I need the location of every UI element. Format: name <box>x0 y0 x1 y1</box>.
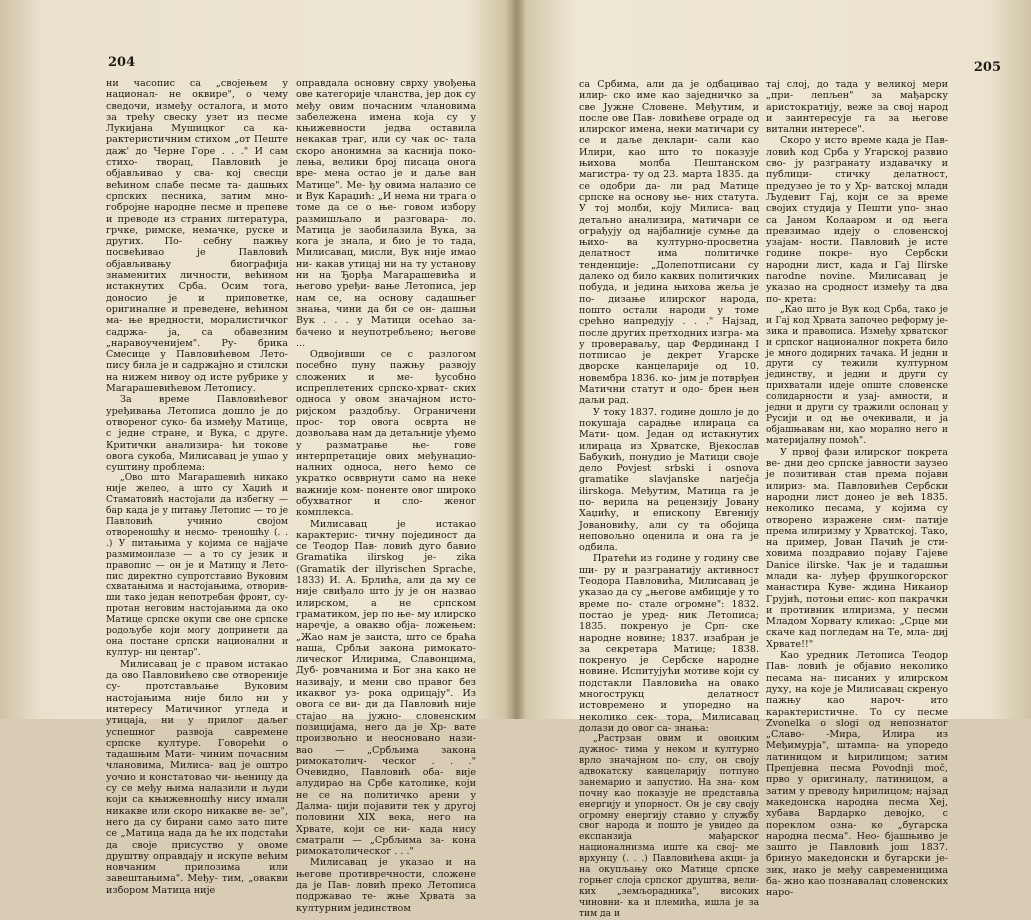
left-page <box>0 0 515 914</box>
paragraph: Милисавац је указао и на његове противречности, сложене да је Пав- ловић преко Летописа подржавао те- жње Хрвата за културним јединством <box>296 857 476 914</box>
paragraph: У првој фази илирског покрета ве- дни део српске јавности заузео је позитиван став према појави илириз- ма. Павловићев Сербски народни лист донео је већ 1835. неколико песама, у којима су отворено изражене сим- патије према илиризму у Хрватској. Тако, на пример, Јован Пачић је сти- ховима поздравио појаву Гајеве Danice ilirske. Чак је и тадашњи млади ка- луђер фрушкогорског манастира Куве- ждина Никанор Грујић, потоњи епис- коп пакрачки и противник илиризма, у песми Младом Хорвату кликао: „Срце ми скаче кад погледам на Те, мла- диј Хрвате!!" <box>766 446 948 650</box>
right-column-2 <box>766 79 948 899</box>
paragraph: Милисавац је истакао карактерис- тичну појединост да се Теодор Пав- ловић дуго бавио Gramatika ilirskog je- zika (Gramatik der illyrischen Sprache, 1833) И. А. Брлића, али да му се није свиђало што ју је он назвао илирском, а не српском граматиком, јер по ње- му илирско наречје, а овакво обја- ложењем: „Жао нам је заиста, што се браћа наша, Србљи закона римокато- лическог Илирима, Славонцима, Дуб- ровчанима и Бог зна како не називају, и мени сво правог без икаквог уз- рока одрицају". Из овога се ви- ди да Павловић није стајао на јужно- словенским позицијама, него да је Хр- вате произвољно и неосновано нази- вао — „Србљима закона римокатолич- ческог . . ." Очевидно, Павловић оба- виje алудирао на Србе католике, који не се на политичко арени у Далма- цији појавити тек у другој половини XIX века, него на Хрвате, који се ни- када нису сматрали — „Србљима за- кона римокатолическог . . ." <box>296 518 476 858</box>
quote-paragraph: „Као што је Вук код Срба, тако је и Гај код Хрвата започео реформу је- зика и правописа. Између хрватског и српског националног покрета било је много додирних тачака. И једни и други су тежили културном јединству, и једни и други су прихватали идеје опште словенске солидарности и узај- амности, и једни и други су тражили ослонац у Русији и од ње очекивали, и ја објашњавам ни, као морално него и материјалну помоћ". <box>766 304 948 446</box>
paragraph: ни часопис са „својењем у национал- не оквире", о чему сведочи, између осталога, и мото за трећу свеску узет из песме Лукијана Мушицког са ка- рактеристичним стихом „от Пеште даж' до Черне Горе . . ." И сам стихо- творац, Павловић је објављивао у сва- кој свесци већином слабе песме та- дашњих српских песника, затим мно- гобројне народне песме и препеве и преводе из страних литература, грчке, римске, немачке, руске и других. По- себну пажњу посвећивао је Павловић објављивању биографија знаменитих личности, већином истакнутих Срба. Осим тога, доносио је и приповетке, оригиналне и преведене, већином ма- ње вредности, моралистичког садржа- ја, са обавезним „наравоученијем". Ру- брика Смесице у Павловићевом Лето- пису била је и садржајно и стилски на нижем нивоу од исте рубрике у Магарашевићевом Летопису. <box>106 78 288 395</box>
paragraph: Као уредник Летописа Теодор Пав- ловић је објавио неколико песама на- писаних у илирском духу, на које је Милисавац скренуо пажњу као нароч- ито карактеристичне. То су песме Zvonelka o slogi од непознатог „Славо- -Мира, Илира из Међимурја", штампа- на упоредо латиницом и ћирилицом; затим Препјевна песма Povodnji moč, прво у оригиналу, латиницом, а затим у преводу ћирилицом; најзад македонска народна песма Хеј, хубава Вардарко девојко, с пореклом озна- ке „бугарска народна песма". Нео- бјашњиво је зашто је Павловић још 1837. бринуо македонски и бугарски је- зик, иако је међу савременицима ба- жно као познавалац словенских наро- <box>766 650 948 899</box>
quote-paragraph: „Ово што Магарашевић никако није желео, а што су Хаџић и Стаматовић настојали да избегну — бар када је у питању Летопис — то је Павловић учинио својом отвореношћу и несмо- треношћу (. . .) У питањима у којима се најјаче размимоилазе — а то су језик и правопис — он је и Матицу и Лето- пис директно супротставио Вуковим схватањима и настојањима, отворив- ши тако један непотребан фронт, су- протан неговим настојањима да око Матице српске окупи све оне српске родољубе који могу допринети да она постане српски национални и култур- ни центар". <box>106 473 288 658</box>
right-page <box>516 0 1031 919</box>
left-column-1 <box>106 78 288 896</box>
page-number-left: 204 <box>108 55 136 70</box>
left-column-2 <box>296 78 476 914</box>
paragraph: Пратећи из године у годину све ши- ру и разгранатију активност Теодора Павловића, Милисавац је указао да су „његове амбиције у то време по- стале огромне": 1832. постао је уред- ник Летописа; 1835. покренуо је Срп- ске народне новине; 1837. изабран је за секретара Матице; 1838. покренуо је Сербске народне новине. Испитујући мотиве који су подстакли Павловића на овако многострукц делатност истовремено и упоредно на неколико сек- тора, Милисавац долази до овог са- знања: <box>579 553 759 734</box>
paragraph: Скоро у исто време када је Пав- ловић код Срба у Угарској развио сво- ју разгранату издавачку и публици- стичку делатност, предузео је то у Хр- ватској млади Људевит Гај, који се за време својих студија у Пешти упо- знао са Јаном Колааром и од њега превзимао идеју о словенској узајам- ности. Павловић је исте године покре- нуо Сербски народни лист, када и Гај Ilirske narodne novine. Милисавац је указао на сродност између та два по- крета: <box>766 135 948 305</box>
page-number-right: 205 <box>973 60 1001 75</box>
paragraph: са Србима, али да је одбацивао илир- ско име као заједничко за све Јужне Словене. Међутим, и после ове Пав- ловићеве ограде од илирског имена, неки матичари су се и даље деклари- сали као Илири, као што то показује њихова молба Пештанском магистра- ту од 23. марта 1835. да се одобри да- ли рад Матице српске на основу ње- них статута. У тој молби, коју Милиса- вац детаљно анализира, матичари се ограђују од најбалније сумње да њихо- ва културно-просветна делатност има политичке тенденције: „Долепотписани су далеко од било каквих политичких побуда, и једина њихова жеља је по- дизање илирског народа, пошто остали народи у томе срећно напредују . . ." Најзад, после других претходних изгра- ма у провераваљу, цар Фердинанд I потписао је декрет Угарске дворске канцеларије од 10. новембра 1836. ко- јим је потврђен Матични статут и одо- брен њен даљи рад. <box>579 79 759 407</box>
paragraph: Милисавац је с правом истакао да ово Павловићево све отвореније су- протстављање Вуковим настојањима није било ни у интересу Матичиног угледа и утицаја, ни у прилог даљег успешног развоја савремене српске културе. Говорећи о тадашњим Мати- чиним почасним члановима, Милиса- вац је оштро уочио и констатовао чи- њеницу да су се међу њима налазили и људи који са књижевношћу нису имали никакве или скоро никакве ве- зе", него да су бирани само зато пите се „Матица нада да ће их подстаћи да своје присуство у овоме друштву оправдају и искупе већим новчаним прилозима или завештањима". Међу- тим, „овакви избором Матица није <box>106 658 288 896</box>
paragraph: тај слој, до тада у великој мери „при- лепљен" за мађарску аристократију, веже за свој народ и заинтересује га за његове витални интересе". <box>766 79 948 136</box>
right-column-1 <box>579 79 759 919</box>
paragraph: оправдала основну сврху увођења ове категорије чланства, јер док су међу овим почасним члановима забележена имена која су у књижевности једва оставила некакав траг, или су чак ос- тала скоро анонимна за каснија поко- лења, велики број писаца онога вре- мена остао је и даље ван Матице". Ме- ђу овима налазио се и Вук Караџић: „И нема ни трага о томе да се о ње- говом избору размишљало и разговара- ло. Матица је заобилазила Вука, за кога је знала, и био је то тада, Милисавац, мисли, Вук није имао ни- какав утицај ни на ту установу ни на Ђорђа Магарашевића и његово уређи- вање Летописа, јер нам се, на основу садашњег знања, чини да би се он- дашњи Вук . . . у Матици осећао за- бачено и неупотребљено; његове ... <box>296 78 476 349</box>
paragraph: У току 1837. године дошло је до покушаја сарадње илираца са Мати- цом. Један од истакнутих илираца из Хрватске, Вјекослав Бабукић, понудио је Матици своје дело Povjest srbski i osnova gramatike slavjanske narječja ilirskoga. Међутим, Матица га је по- верила на рецензију Јовану Хаџићу, и епископу Евгенију Јовановићу, али су та обојица неповољно оценила и она га је одбила. <box>579 406 759 554</box>
quote-paragraph: „Растрзан овим и овоиким дужнос- тима у неком и културно врло значајном по- слу, он своју адвокатску канцеларију потпуно занемарио и запустио. На зна- ком почну као показује не представља енергију и упорност. Он је сву своју огромну енергију ставио у службу свог народа и пошто је увидео да експанзија мађарског националнизма иште ка свој- ме врхунцу (. . .) Павловићева акци- ја на окупљању око Матице српске горњег слоја српског друштва, вели- ких „земљорадника", високих чиновни- ка и племића, ишла је за тим да и <box>579 734 759 919</box>
paragraph: За време Павловићевог уређивања Летописа дошло је до отвореног суко- ба између Матице, с једне стране, и Вука, с друге. Критички анализира- ћи токове овога сукоба, Милисавац је ушао у суштину проблема: <box>106 394 288 474</box>
paragraph: Одвојивши се с разлогом посебно пуну пажњу развоју сложених и ме- ђусобно испреплетених српско-хрват- ских односа у овом значајном исто- ријском раздобљу. Ограничени прос- тор овога осврта не дозвољава нам да детаљније уђемо у разматрање ње- гове интерпретације ових међунацио- налних односа, него ћемо се укратко освврнути само на неке важније ком- поненте овог широко обухватног и сло- женог комплекса. <box>296 349 476 519</box>
